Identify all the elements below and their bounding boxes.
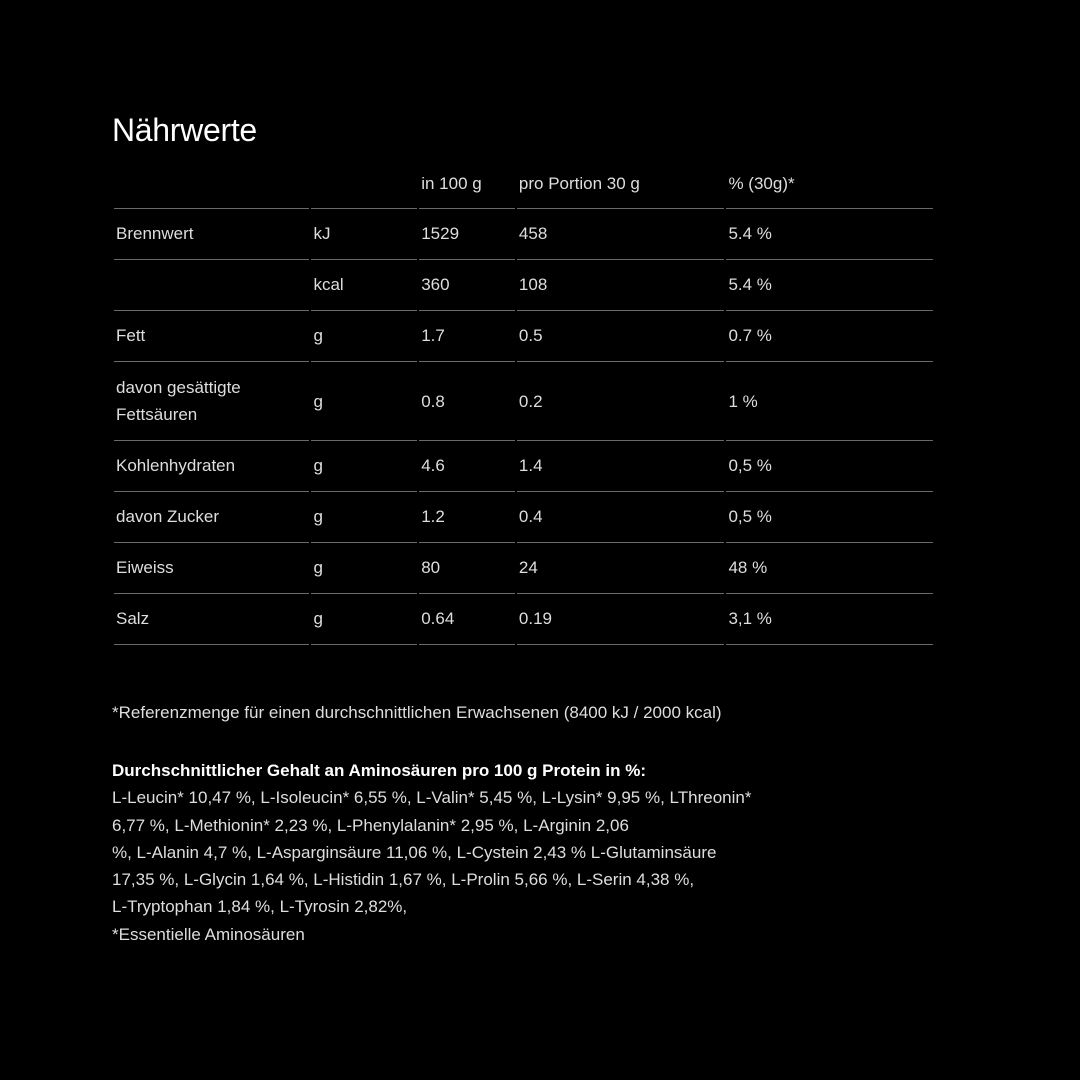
- table-row: [114, 260, 933, 311]
- nutrient-name: Eiweiss: [114, 543, 309, 594]
- nutrient-name: [114, 260, 309, 311]
- nutrient-name: Salz: [114, 594, 309, 645]
- value-per-portion: 458: [517, 209, 725, 260]
- reference-footnote: *Referenzmenge für einen durchschnittlichen Erwachsenen (8400 kJ / 2000 kcal): [112, 703, 722, 722]
- value-per-portion: 0.4: [517, 492, 725, 543]
- table-row: [114, 311, 933, 362]
- value-percent: 5.4 %: [726, 209, 933, 260]
- nutrient-unit: g: [311, 594, 417, 645]
- value-per-100g: 80: [419, 543, 515, 594]
- nutrient-name: davon gesättigte Fettsäuren: [114, 362, 309, 441]
- amino-acid-line: L-Leucin* 10,47 %, L-Isoleucin* 6,55 %, L-Valin* 5,45 %, L-Lysin* 9,95 %, LThreonin*: [112, 788, 752, 808]
- value-percent: 5.4 %: [726, 260, 933, 311]
- amino-acid-section: [112, 757, 812, 948]
- header-unit: [311, 160, 417, 209]
- table-row: [114, 594, 933, 645]
- amino-acid-line: L-Tryptophan 1,84 %, L-Tyrosin 2,82%,: [112, 897, 408, 917]
- amino-acid-line: 17,35 %, L-Glycin 1,64 %, L-Histidin 1,67 %, L-Prolin 5,66 %, L-Serin 4,38 %,: [112, 870, 695, 890]
- value-percent: 48 %: [726, 543, 933, 594]
- value-per-100g: 360: [419, 260, 515, 311]
- table-row: [114, 362, 933, 441]
- table-row: [114, 543, 933, 594]
- nutrient-unit: g: [311, 441, 417, 492]
- value-per-portion: 1.4: [517, 441, 725, 492]
- page-title: Nährwerte: [112, 112, 257, 148]
- essential-amino-note: *Essentielle Aminosäuren: [112, 924, 305, 944]
- table-row: [114, 441, 933, 492]
- value-percent: 0,5 %: [726, 492, 933, 543]
- value-per-portion: 0.2: [517, 362, 725, 441]
- table-row: [114, 209, 933, 260]
- value-per-100g: 4.6: [419, 441, 515, 492]
- table-row: [114, 492, 933, 543]
- value-per-100g: 0.64: [419, 594, 515, 645]
- nutrient-name: Fett: [114, 311, 309, 362]
- nutrient-unit: g: [311, 543, 417, 594]
- table-header-row: [114, 160, 933, 209]
- value-percent: 0,5 %: [726, 441, 933, 492]
- header-per-portion: pro Portion 30 g: [517, 160, 725, 209]
- nutrient-unit: kJ: [311, 209, 417, 260]
- value-per-100g: 1.7: [419, 311, 515, 362]
- value-percent: 0.7 %: [726, 311, 933, 362]
- value-per-portion: 0.5: [517, 311, 725, 362]
- nutrition-table: [112, 160, 935, 645]
- value-per-100g: 0.8: [419, 362, 515, 441]
- nutrient-unit: g: [311, 311, 417, 362]
- amino-acid-line: 6,77 %, L-Methionin* 2,23 %, L-Phenylalanin* 2,95 %, L-Arginin 2,06: [112, 815, 629, 835]
- nutrient-name: Brennwert: [114, 209, 309, 260]
- header-percent: % (30g)*: [726, 160, 933, 209]
- value-percent: 3,1 %: [726, 594, 933, 645]
- value-per-100g: 1.2: [419, 492, 515, 543]
- value-per-100g: 1529: [419, 209, 515, 260]
- header-per-100g: in 100 g: [419, 160, 515, 209]
- nutrient-name: davon Zucker: [114, 492, 309, 543]
- value-per-portion: 108: [517, 260, 725, 311]
- nutrient-name: Kohlenhydraten: [114, 441, 309, 492]
- amino-acid-heading: Durchschnittlicher Gehalt an Aminosäuren pro 100 g Protein in %:: [112, 761, 647, 780]
- header-name: [114, 160, 309, 209]
- amino-acid-line: %, L-Alanin 4,7 %, L-Asparginsäure 11,06 %, L-Cystein 2,43 % L-Glutaminsäure: [112, 842, 717, 862]
- value-per-portion: 0.19: [517, 594, 725, 645]
- nutrient-unit: g: [311, 362, 417, 441]
- nutrient-unit: kcal: [311, 260, 417, 311]
- nutrient-unit: g: [311, 492, 417, 543]
- value-per-portion: 24: [517, 543, 725, 594]
- value-percent: 1 %: [726, 362, 933, 441]
